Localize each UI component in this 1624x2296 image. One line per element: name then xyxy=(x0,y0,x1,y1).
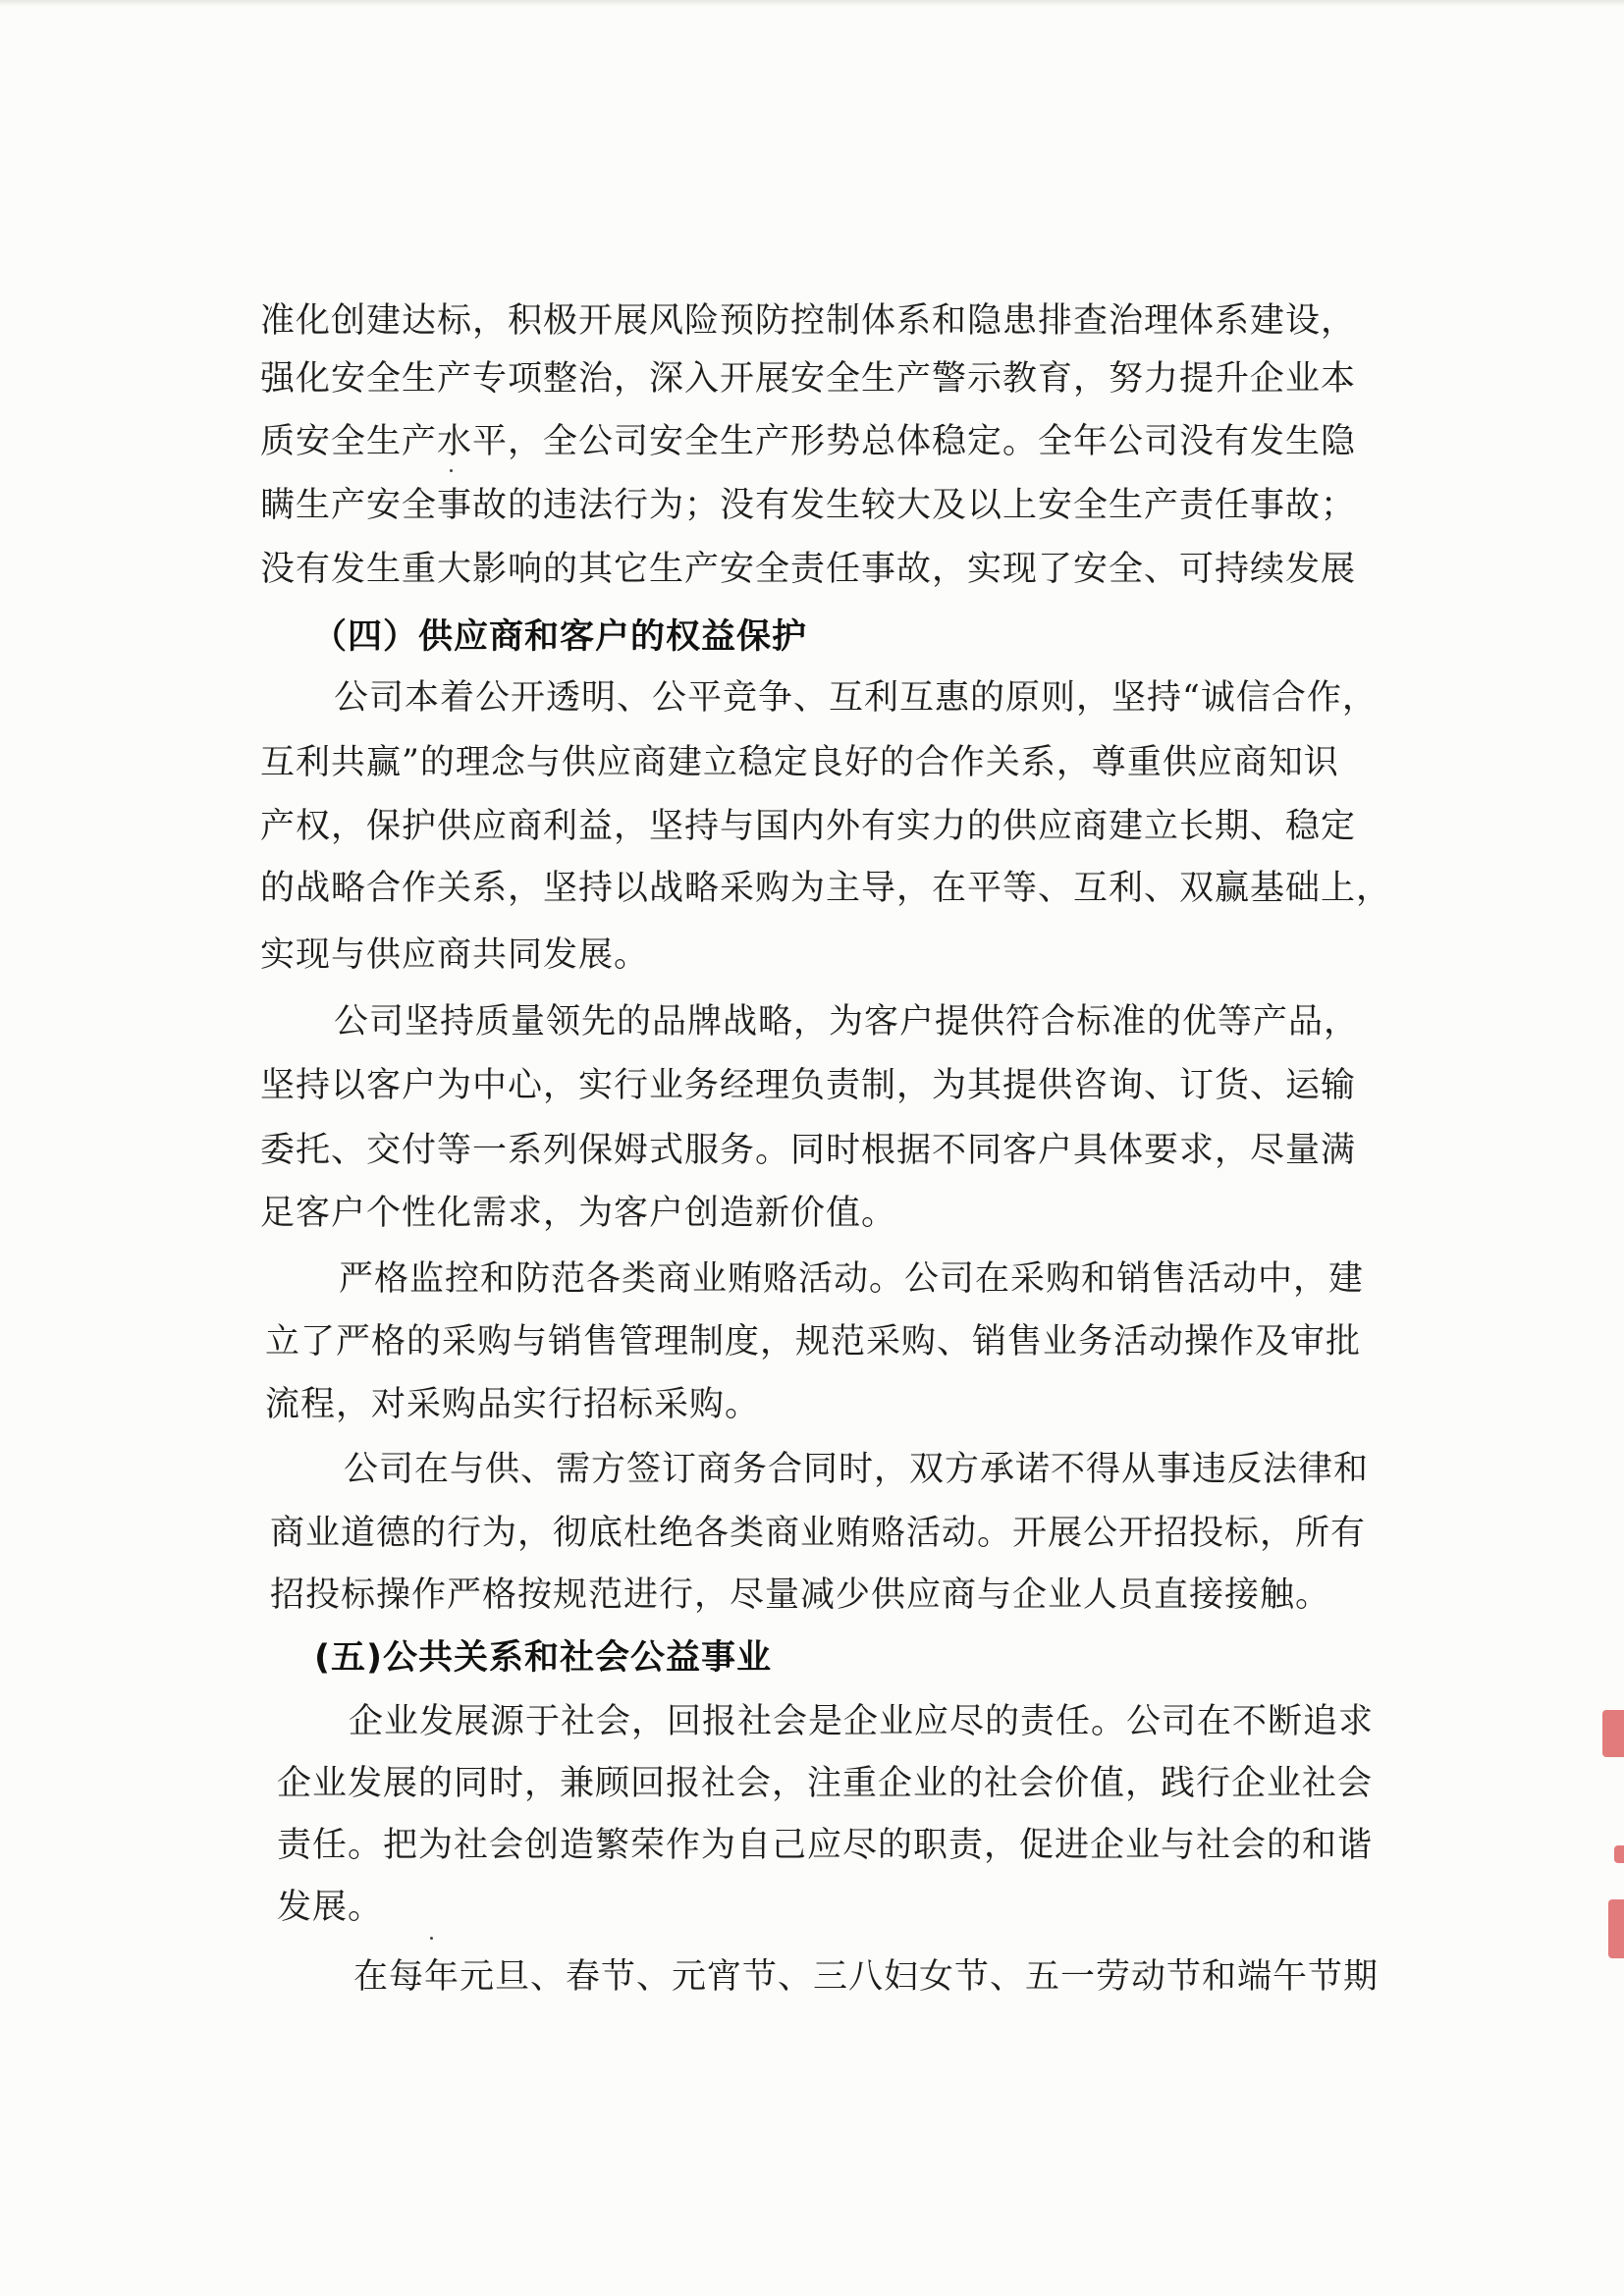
seal-edge-mark xyxy=(1602,1710,1624,1757)
text-line: 实现与供应商共同发展。 xyxy=(260,935,650,975)
section-heading: (五)公共关系和社会公益事业 xyxy=(314,1638,772,1678)
text-line: 准化创建达标，积极开展风险预防控制体系和隐患排查治理体系建设， xyxy=(260,301,1357,341)
text-line: 的战略合作关系，坚持以战略采购为主导，在平等、互利、双赢基础上， xyxy=(260,869,1392,908)
text-line: 企业发展的同时，兼顾回报社会，注重企业的社会价值，践行企业社会 xyxy=(277,1764,1374,1803)
text-line: 坚持以客户为中心，实行业务经理负责制，为其提供咨询、订货、运输 xyxy=(260,1066,1357,1105)
text-line: 足客户个性化需求，为客户创造新价值。 xyxy=(260,1194,897,1233)
text-line: 公司本着公开透明、公平竞争、互利互惠的原则，坚持“诚信合作， xyxy=(334,678,1378,718)
seal-edge-mark xyxy=(1608,1899,1624,1958)
text-line: 互利共赢”的理念与供应商建立稳定良好的合作关系，尊重供应商知识 xyxy=(260,743,1339,782)
text-line: 流程，对采购品实行招标采购。 xyxy=(265,1385,761,1424)
text-line: 公司坚持质量领先的品牌战略，为客户提供符合标准的优等产品， xyxy=(334,1002,1360,1041)
scan-edge-shadow xyxy=(0,0,1624,6)
text-line: 严格监控和防范各类商业贿赂活动。公司在采购和销售活动中，建 xyxy=(339,1259,1365,1299)
text-line: 产权，保护供应商利益，坚持与国内外有实力的供应商建立长期、稳定 xyxy=(260,807,1357,846)
text-line: 发展。 xyxy=(277,1888,384,1927)
scan-speck xyxy=(450,469,453,472)
text-line: 瞒生产安全事故的违法行为；没有发生较大及以上安全生产责任事故； xyxy=(260,486,1357,525)
text-line: 公司在与供、需方签订商务合同时，双方承诺不得从事违反法律和 xyxy=(344,1450,1370,1489)
seal-edge-mark xyxy=(1614,1845,1624,1863)
text-line: 在每年元旦、春节、元宵节、三八妇女节、五一劳动节和端午节期 xyxy=(353,1957,1380,1997)
text-line: 责任。把为社会创造繁荣作为自己应尽的职责，促进企业与社会的和谐 xyxy=(277,1826,1374,1865)
section-heading: （四）供应商和客户的权益保护 xyxy=(312,617,808,657)
text-line: 立了严格的采购与销售管理制度，规范采购、销售业务活动操作及审批 xyxy=(265,1322,1362,1362)
text-line: 商业道德的行为，彻底杜绝各类商业贿赂活动。开展公开招投标，所有 xyxy=(270,1514,1367,1553)
text-line: 企业发展源于社会，回报社会是企业应尽的责任。公司在不断追求 xyxy=(349,1702,1375,1741)
text-line: 没有发生重大影响的其它生产安全责任事故，实现了安全、可持续发展 xyxy=(260,550,1357,589)
text-line: 招投标操作严格按规范进行，尽量减少供应商与企业人员直接接触。 xyxy=(270,1575,1331,1615)
scan-speck xyxy=(430,1937,433,1940)
text-line: 强化安全生产专项整治，深入开展安全生产警示教育，努力提升企业本 xyxy=(260,359,1357,399)
text-line: 质安全生产水平，全公司安全生产形势总体稳定。全年公司没有发生隐 xyxy=(260,422,1357,461)
text-line: 委托、交付等一系列保姆式服务。同时根据不同客户具体要求，尽量满 xyxy=(260,1131,1357,1170)
